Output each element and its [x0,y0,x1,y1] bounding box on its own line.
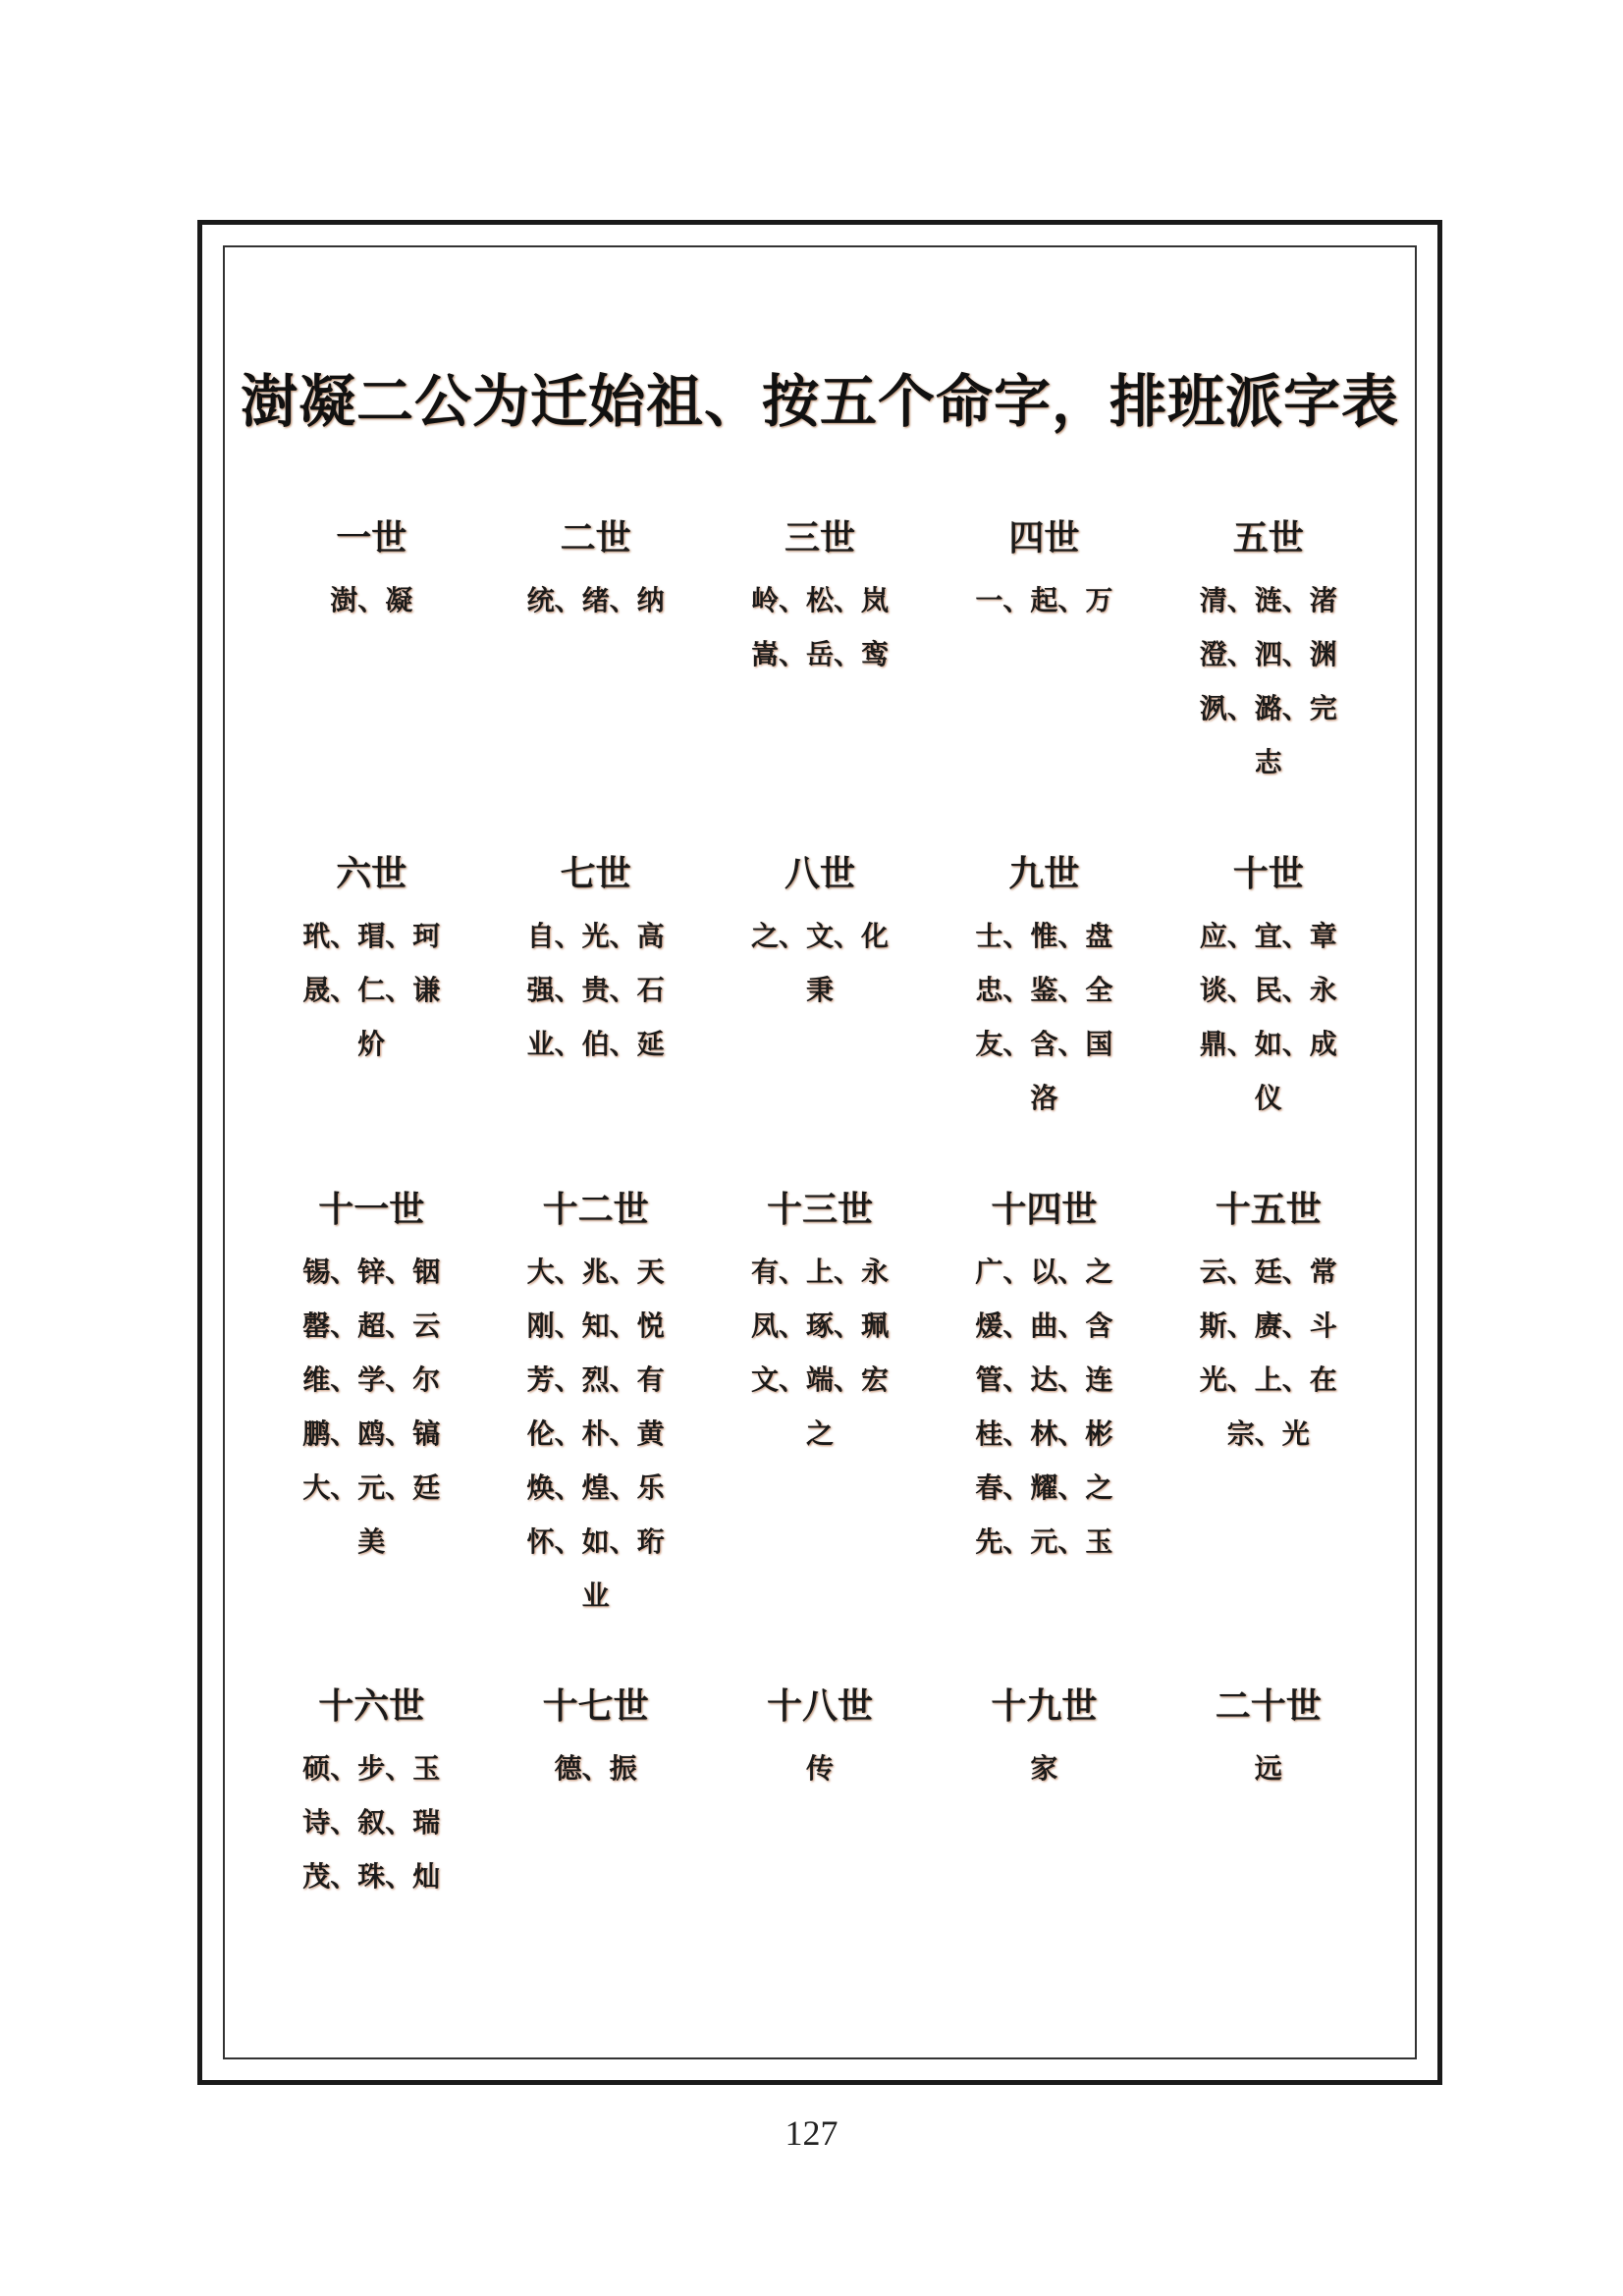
generation-cell [1157,514,1380,850]
name-line: 应、宜、章 [1199,920,1337,952]
name-line: 业 [581,1579,610,1612]
generation-cell [483,1186,707,1682]
generation-names [708,1741,932,1795]
generation-label: 十一世 [318,1189,425,1230]
generation-names [932,909,1156,1125]
generation-cell [1157,1186,1380,1682]
name-line: 之、文、化 [750,920,889,952]
generation-row [259,1682,1380,1938]
name-line: 刚、知、悦 [526,1309,665,1342]
page-number: 127 [784,2113,839,2153]
generation-names [483,1741,707,1795]
generation-label: 十三世 [766,1189,873,1230]
name-line: 远 [1254,1752,1282,1785]
generation-names [1157,909,1380,1125]
generation-label: 三世 [784,517,855,559]
name-line: 春、耀、之 [975,1471,1113,1504]
name-line: 硕、步、玉 [302,1752,441,1785]
name-line: 统、绪、纳 [526,584,665,616]
name-line: 德、振 [554,1752,637,1785]
name-line: 维、学、尔 [302,1363,441,1396]
generation-names [259,909,483,1071]
generation-label: 十世 [1232,853,1304,894]
name-line: 广、以、之 [975,1255,1113,1288]
name-line: 光、上、在 [1199,1363,1337,1396]
name-line: 锡、锌、铟 [302,1255,441,1288]
name-line: 凤、琢、珮 [750,1309,889,1342]
generation-names [259,573,483,627]
generation-label: 二世 [560,517,631,559]
generation-row [259,850,1380,1186]
generation-names [259,1741,483,1903]
name-line: 强、贵、石 [526,974,665,1006]
name-line: 洛 [1030,1082,1058,1114]
name-line: 清、涟、渚 [1199,584,1337,616]
name-line: 传 [805,1752,834,1785]
generation-cell [259,1682,483,1938]
generation-cell [483,850,707,1186]
name-line: 之 [805,1417,834,1450]
generation-cell [708,1682,932,1938]
generation-cell [708,514,932,850]
generation-cell [1157,1682,1380,1938]
generation-label: 五世 [1232,517,1304,559]
generation-names [932,1741,1156,1795]
name-line: 云、廷、常 [1199,1255,1337,1288]
name-line: 业、伯、延 [526,1028,665,1060]
name-line: 伦、朴、黄 [526,1417,665,1450]
name-line: 洬、潞、完 [1199,692,1337,724]
generation-label: 四世 [1008,517,1080,559]
generation-cell [483,1682,707,1938]
name-line: 友、含、国 [975,1028,1113,1060]
generation-label: 七世 [560,853,631,894]
name-line: 忠、鉴、全 [975,974,1113,1006]
name-line: 罄、超、云 [302,1309,441,1342]
name-line: 家 [1030,1752,1058,1785]
name-line: 桂、林、彬 [975,1417,1113,1450]
name-line: 自、光、高 [526,920,665,952]
generation-names [708,1245,932,1461]
inner-border [223,245,1417,2059]
name-line: 玳、瑁、珂 [302,920,441,952]
generation-label: 十七世 [542,1685,649,1727]
generation-cell [708,850,932,1186]
generation-cell [1157,850,1380,1186]
generation-cell [932,514,1156,850]
generation-label: 十九世 [991,1685,1098,1727]
name-line: 志 [1254,746,1282,778]
generation-label: 二十世 [1215,1685,1322,1727]
generation-cell [483,514,707,850]
name-line: 芳、烈、有 [526,1363,665,1396]
generation-label: 十八世 [766,1685,873,1727]
generation-cell [259,850,483,1186]
generation-cell [708,1186,932,1682]
generation-names [483,573,707,627]
outer-border [197,220,1442,2085]
name-line: 怀、如、珩 [526,1525,665,1558]
generation-names [259,1245,483,1569]
generation-names [1157,1245,1380,1461]
generation-label: 九世 [1008,853,1080,894]
name-line: 有、上、永 [750,1255,889,1288]
generation-names [708,573,932,681]
name-line: 晟、仁、谦 [302,974,441,1006]
generation-names [932,1245,1156,1569]
generation-label: 六世 [336,853,407,894]
generation-names [483,909,707,1071]
generation-cell [259,514,483,850]
name-line: 岭、松、岚 [750,584,889,616]
generation-row [259,514,1380,850]
generation-names [1157,1741,1380,1795]
generation-cell [932,850,1156,1186]
generation-label: 十五世 [1215,1189,1322,1230]
name-line: 炌 [357,1028,386,1060]
generation-label: 八世 [784,853,855,894]
generation-names [932,573,1156,627]
generation-grid [259,514,1380,1938]
generation-cell [932,1682,1156,1938]
name-line: 谈、民、永 [1199,974,1337,1006]
generation-names [483,1245,707,1623]
page-title: 澍凝二公为迁始祖、按五个命字，排班派字表 [240,368,1399,435]
name-line: 管、达、连 [975,1363,1113,1396]
name-line: 士、惟、盘 [975,920,1113,952]
generation-label: 十四世 [991,1189,1098,1230]
generation-row [259,1186,1380,1682]
name-line: 茂、珠、灿 [302,1860,441,1893]
name-line: 焕、煌、乐 [526,1471,665,1504]
name-line: 大、兆、天 [526,1255,665,1288]
name-line: 煖、曲、含 [975,1309,1113,1342]
name-line: 嵩、岳、鸾 [750,638,889,670]
name-line: 美 [357,1525,386,1558]
name-line: 秉 [805,974,834,1006]
name-line: 鹏、鸥、镐 [302,1417,441,1450]
name-line: 先、元、玉 [975,1525,1113,1558]
generation-label: 十六世 [318,1685,425,1727]
name-line: 文、端、宏 [750,1363,889,1396]
name-line: 一、起、万 [975,584,1113,616]
name-line: 澍、凝 [330,584,413,616]
generation-names [1157,573,1380,789]
generation-label: 一世 [336,517,407,559]
generation-label: 十二世 [542,1189,649,1230]
name-line: 仪 [1254,1082,1282,1114]
name-line: 大、元、廷 [302,1471,441,1504]
name-line: 澄、泗、渊 [1199,638,1337,670]
name-line: 诗、叙、瑞 [302,1806,441,1839]
generation-cell [932,1186,1156,1682]
name-line: 鼎、如、成 [1199,1028,1337,1060]
name-line: 宗、光 [1226,1417,1310,1450]
name-line: 斯、赓、斗 [1199,1309,1337,1342]
generation-names [708,909,932,1017]
generation-cell [259,1186,483,1682]
